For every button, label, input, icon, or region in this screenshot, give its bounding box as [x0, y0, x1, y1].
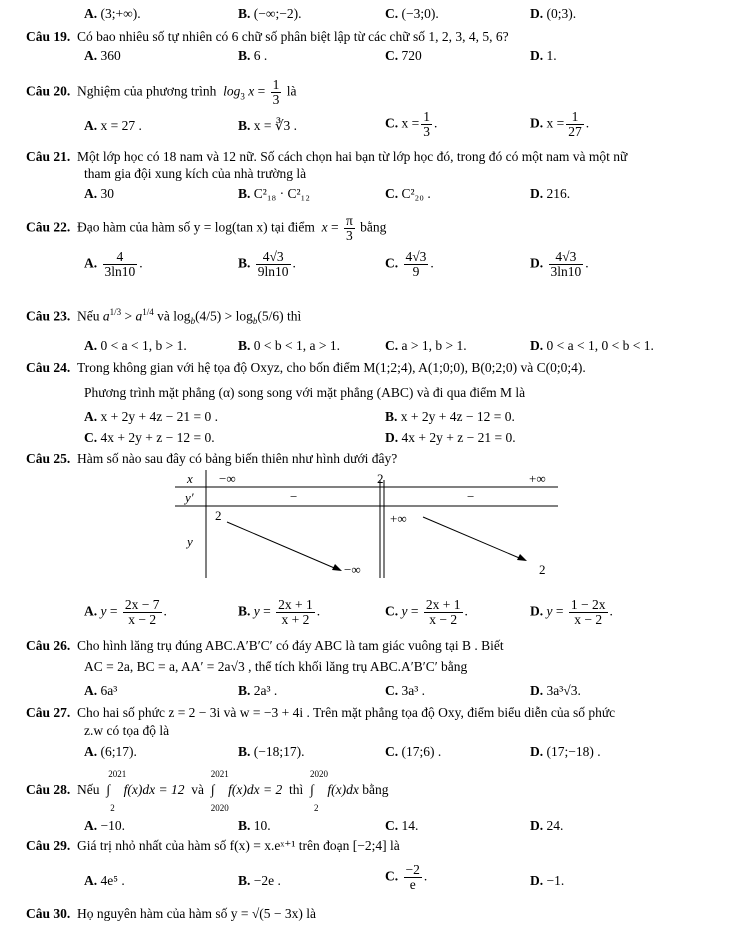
q22-option-d[interactable]: D. $\frac{4√3}{3\ln 10}$ . [530, 249, 589, 279]
q23-option-c[interactable]: C. a > 1, b > 1. [385, 338, 467, 353]
table-y-top-right: +∞ [390, 511, 407, 526]
table-sign-minus-2: − [467, 489, 475, 504]
q21-option-a[interactable]: A. 30 [84, 186, 114, 201]
q26-stem-line2: AC = 2a, BC = a, AA′ = 2a√3 , thể tích khối lăng trụ ABC.A′B′C′ bằng [84, 659, 468, 674]
table-x-label: x [187, 471, 193, 486]
q29-option-d[interactable]: D. −1. [530, 873, 565, 888]
table-y-bottom-right: 2 [539, 562, 546, 577]
q28-option-d[interactable]: D. 24. [530, 818, 564, 833]
integral-2: ∫ 2021 2020 [210, 769, 229, 813]
q26-option-d[interactable]: D. 3a³√3. [530, 683, 581, 698]
q21-stem-line2: tham gia đội xung kích của nhà trường là [84, 166, 307, 181]
table-y-top-left: 2 [215, 508, 222, 523]
q19-option-b[interactable]: B. 6 . [238, 48, 268, 63]
q21-option-c[interactable]: C. C²₂₀ . [385, 186, 431, 201]
q23-option-a[interactable]: A. 0 < a < 1, b > 1. [84, 338, 187, 353]
q18-option-d[interactable]: D. (0;3). [530, 6, 577, 21]
q22-stem: Câu 22. Đạo hàm của hàm số y = log(tan x) tại điểm x = $\frac{\pi}{3}$ bằng [26, 213, 387, 243]
q24-option-a[interactable]: A. x + 2y + 4z − 21 = 0 . [84, 409, 218, 424]
table-yprime-label: y′ [185, 490, 194, 505]
q25-option-c[interactable]: C. y = $\frac{2x + 1}{x - 2}$ . [385, 597, 468, 627]
q18-option-b[interactable]: B. (−∞;−2). [238, 6, 302, 21]
q20-option-b[interactable]: B. x = ∛3 . [238, 118, 297, 133]
q22-option-c[interactable]: C. $\frac{4√3}{9}$ . [385, 249, 434, 279]
q23-option-b[interactable]: B. 0 < b < 1, a > 1. [238, 338, 340, 353]
q28-option-c[interactable]: C. 14. [385, 818, 419, 833]
q28-stem: Câu 28. Nếu ∫ 2021 2 f(x)dx = 12 và ∫ 2021 2020 f(x)dx = 2 thì ∫ 2020 2 f(x)dx bằng [26, 769, 389, 813]
q28-option-a[interactable]: A. −10. [84, 818, 125, 833]
q24-stem-line2: Phương trình mặt phẳng (α) song song với mặt phẳng (ABC) và đi qua điểm M là [84, 385, 526, 400]
variation-table [175, 470, 558, 578]
q30-stem: Câu 30. Họ nguyên hàm của hàm số y = √(5 − 3x) là [26, 906, 316, 921]
q21-stem-line1: Câu 21. Một lớp học có 18 nam và 12 nữ. Số cách chọn hai bạn từ lớp học đó, trong đó có một nam và một nữ [26, 149, 628, 164]
q27-option-d[interactable]: D. (17;−18) . [530, 744, 601, 759]
q18-option-a[interactable]: A. (3;+∞). [84, 6, 141, 21]
arrowhead-left [332, 564, 342, 571]
q27-stem-line2: z.w có tọa độ là [84, 723, 170, 738]
q29-option-c[interactable]: C. $\frac{-2}{e}$ . [385, 862, 428, 892]
q18-option-c[interactable]: C. (−3;0). [385, 6, 439, 21]
q21-option-d[interactable]: D. 216. [530, 186, 571, 201]
q25-option-b[interactable]: B. y = $\frac{2x + 1}{x + 2}$ . [238, 597, 321, 627]
q20-option-c[interactable]: C. x = $\frac{1}{3}$ . [385, 109, 438, 139]
q20-stem: Câu 20. Nghiệm của phương trình $\log_3 x$ = $\frac{1}{3}$ là [26, 77, 297, 107]
q22-option-a[interactable]: A. $\frac{4}{3\ln 10}$ . [84, 249, 143, 279]
q24-option-b[interactable]: B. x + 2y + 4z − 12 = 0. [385, 409, 515, 424]
q26-stem-line1: Câu 26. Cho hình lăng trụ đúng ABC.A′B′C′ có đáy ABC là tam giác vuông tại B . Biết [26, 638, 504, 653]
q19-option-d[interactable]: D. 1. [530, 48, 557, 63]
table-y-label: y [187, 534, 193, 549]
integral-1: ∫ 2021 2 [106, 769, 127, 813]
q25-stem: Câu 25. Hàm số nào sau đây có bảng biến thiên như hình dưới đây? [26, 451, 398, 466]
q20-option-d[interactable]: D. x = $\frac{1}{27}$ . [530, 109, 590, 139]
q27-stem-line1: Câu 27. Cho hai số phức z = 2 − 3i và w = −3 + 4i . Trên mặt phẳng tọa độ Oxy, điểm biểu diễn của số phức [26, 705, 616, 720]
q27-option-a[interactable]: A. (6;17). [84, 744, 137, 759]
q20-option-a[interactable]: A. x = 27 . [84, 118, 142, 133]
table-minus-inf: −∞ [219, 471, 236, 486]
q24-stem-line1: Câu 24. Trong không gian với hệ tọa độ Oxyz, cho bốn điểm M(1;2;4), A(1;0;0), B(0;2;0) và C(0;0;4). [26, 360, 586, 375]
table-two: 2 [377, 471, 384, 486]
arrow-decrease-right [423, 517, 524, 560]
arrowhead-right [517, 554, 527, 561]
table-plus-inf: +∞ [529, 471, 546, 486]
q25-option-a[interactable]: A. y = $\frac{2x - 7}{x - 2}$ . [84, 597, 167, 627]
q29-stem: Câu 29. Giá trị nhỏ nhất của hàm số f(x) = x.eˣ⁺¹ trên đoạn [−2;4] là [26, 838, 400, 853]
q19-option-a[interactable]: A. 360 [84, 48, 121, 63]
arrow-decrease-left [227, 522, 339, 570]
q24-option-d[interactable]: D. 4x + 2y + z − 21 = 0. [385, 430, 516, 445]
q23-option-d[interactable]: D. 0 < a < 1, 0 < b < 1. [530, 338, 654, 353]
table-sign-minus-1: − [290, 489, 298, 504]
q27-option-c[interactable]: C. (17;6) . [385, 744, 442, 759]
q19-option-c[interactable]: C. 720 [385, 48, 422, 63]
q19-stem: Câu 19. Có bao nhiêu số tự nhiên có 6 chữ số phân biệt lập từ các chữ số 1, 2, 3, 4, 5, 6? [26, 29, 509, 44]
q24-option-c[interactable]: C. 4x + 2y + z − 12 = 0. [84, 430, 215, 445]
q23-stem: Câu 23. Nếu $a^{1/3} > a^{1/4}$ và $\log_b(4/5) > \log_b(5/6)$ thì [26, 307, 302, 327]
q25-option-d[interactable]: D. y = $\frac{1 - 2x}{x - 2}$ . [530, 597, 613, 627]
q28-option-b[interactable]: B. 10. [238, 818, 271, 833]
integral-3: ∫ 2020 2 [309, 769, 328, 813]
q29-option-b[interactable]: B. −2e . [238, 873, 281, 888]
q29-option-a[interactable]: A. 4e⁵ . [84, 873, 125, 888]
q26-option-c[interactable]: C. 3a³ . [385, 683, 426, 698]
q21-option-b[interactable]: B. C²₁₈ · C²₁₂ [238, 186, 310, 201]
table-y-bottom-left: −∞ [344, 562, 361, 577]
q26-option-a[interactable]: A. 6a³ [84, 683, 118, 698]
q22-option-b[interactable]: B. $\frac{4√3}{9\ln 10}$ . [238, 249, 296, 279]
q26-option-b[interactable]: B. 2a³ . [238, 683, 278, 698]
q27-option-b[interactable]: B. (−18;17). [238, 744, 305, 759]
